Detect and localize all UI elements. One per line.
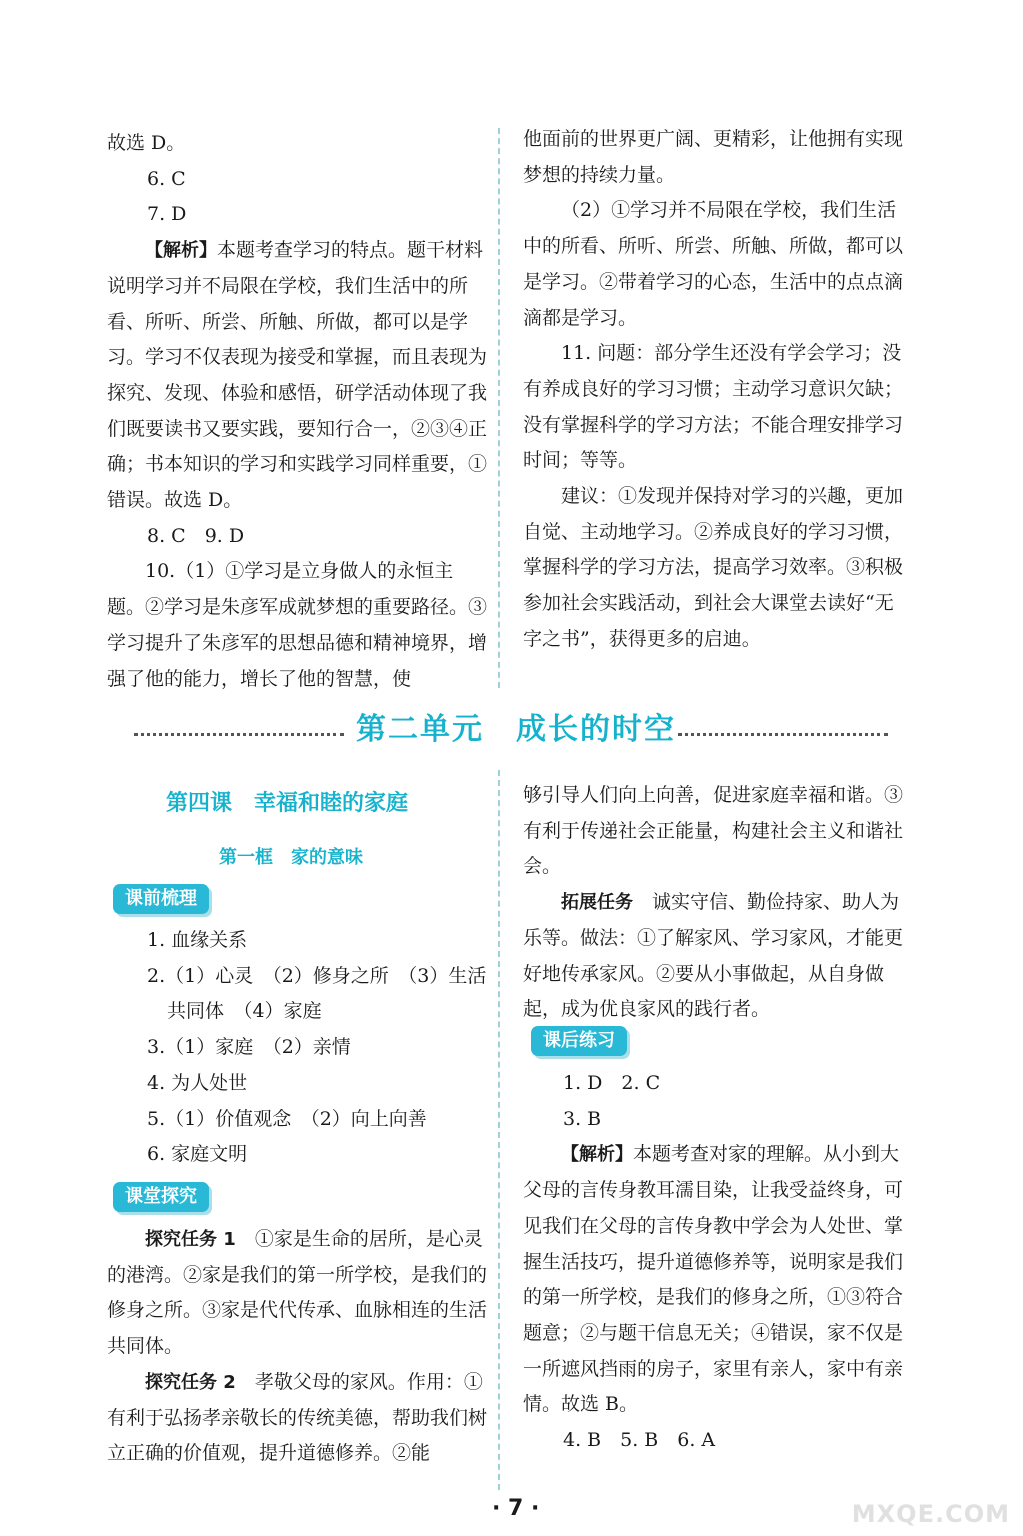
bottom-right-column xyxy=(523,778,907,1028)
column-divider xyxy=(498,770,500,1490)
section-badge-after-class: 课后练习 xyxy=(531,1026,627,1056)
pre-class-list xyxy=(107,923,493,1173)
analysis-label: 【解析】 xyxy=(145,240,217,262)
analysis-paragraph xyxy=(523,1137,907,1423)
task-text: 孝敬父母的家风。作用：①有利于弘扬孝亲敬长的传统美德，帮助我们树立正确的价值观，提升道德修养。②能 xyxy=(107,1370,488,1465)
answer-line: 6. C xyxy=(147,167,186,190)
task-label: 探究任务 2 xyxy=(145,1371,236,1393)
list-item: 3.（1）家庭 （2）亲情 xyxy=(147,1036,351,1059)
answer-line: 3. B xyxy=(563,1107,602,1130)
dotted-rule-left xyxy=(134,733,344,736)
list-item: 4. 为人处世 xyxy=(147,1071,248,1094)
after-class-answers xyxy=(523,1066,907,1459)
paragraph: 11. 问题：部分学生还没有学会学习；没有养成良好的学习习惯；主动学习意识欠缺；没有掌握科学的学习方法；不能合理安排学习时间；等等。 xyxy=(523,342,904,472)
analysis-text: 本题考查对家的理解。从小到大父母的言传身教耳濡目染，让我受益终身，可见我们在父母的言传身教中学会为人处世、掌握生活技巧，提升道德修养等，说明家是我们的第一所学校，是我们的修身之所，①③符合题意；②与题干信息无关；④错误，家不仅是一所遮风挡雨的房子，家里有亲人，家中有亲情。故选 B。 xyxy=(523,1143,904,1416)
explore-section xyxy=(107,1222,493,1472)
analysis-label: 【解析】 xyxy=(561,1144,633,1166)
task-text: 诚实守信、勤俭持家、助人为乐等。做法：①了解家风、学习家风，才能更好地传承家风。②要从小事做起，从自身做起，成为优良家风的践行者。 xyxy=(523,891,904,1021)
answer-line: 8. C 9. D xyxy=(147,524,245,547)
paragraph: 故选 D。 xyxy=(107,132,186,154)
list-item: 5.（1）价值观念 （2）向上向善 xyxy=(147,1107,427,1130)
extension-task xyxy=(523,885,907,1028)
task-label: 探究任务 1 xyxy=(145,1229,236,1250)
analysis-text: 本题考查学习的特点。题干材料说明学习并不局限在学校，我们生活中的所看、所听、所尝、所触、所做，都可以是学习。学习不仅表现为接受和掌握，而且表现为探究、发现、体验和感悟，研学活动体现了我们既要读书又要实践，要知行合一，②③④正确；书本知识的学习和实践学习同样重要，①错误。故选 D。 xyxy=(107,239,488,512)
unit-title: 第二单元 成长的时空 xyxy=(356,712,676,747)
list-item: 1. 血缘关系 xyxy=(147,929,248,951)
unit-header xyxy=(0,700,1023,756)
task-text: ①家是生命的居所，是心灵的港湾。②家是我们的第一所学校，是我们的修身之所。③家是代代传承、血脉相连的生活共同体。 xyxy=(107,1228,488,1358)
list-item: 6. 家庭文明 xyxy=(147,1143,248,1166)
answer-line: 1. D 2. C xyxy=(563,1072,661,1094)
section-badge-in-class: 课堂探究 xyxy=(113,1182,209,1212)
paragraph: （2）①学习并不局限在学校，我们生活中的所看、所听、所尝、所触、所做，都可以是学习。②带着学习的心态，生活中的点点滴滴都是学习。 xyxy=(523,199,904,329)
watermark-logo xyxy=(840,1458,1010,1528)
dotted-rule-right xyxy=(678,733,888,736)
column-divider xyxy=(498,128,500,688)
explore-task-2 xyxy=(107,1365,493,1472)
page-number: · 7 · xyxy=(492,1496,540,1521)
explore-task-1 xyxy=(107,1222,493,1365)
paragraph: 够引导人们向上向善，促进家庭幸福和谐。③有利于传递社会正能量，构建社会主义和谐社会。 xyxy=(523,784,904,878)
top-left-column xyxy=(107,126,489,697)
section-badge-pre-class: 课前梳理 xyxy=(113,884,209,914)
task-label: 拓展任务 xyxy=(561,892,633,914)
paragraph: 10.（1）①学习是立身做人的永恒主题。②学习是朱彦军成就梦想的重要路径。③学习提升了朱彦军的思想品德和精神境界，增强了他的能力，增长了他的智慧，使 xyxy=(107,560,488,690)
answer-line: 7. D xyxy=(147,203,187,226)
paragraph: 建议：①发现并保持对学习的兴趣，更加自觉、主动地学习。②养成良好的学习习惯，掌握科学的学习方法，提高学习效率。③积极参加社会实践活动，到社会大课堂去读好“无字之书”，获得更多的启迪。 xyxy=(523,485,904,650)
answer-line: 4. B 5. B 6. A xyxy=(563,1429,716,1452)
frame-title: 第一框 家的意味 xyxy=(219,847,363,868)
analysis-paragraph xyxy=(107,233,489,519)
top-right-column xyxy=(523,122,907,658)
list-item: 2.（1）心灵 （2）修身之所 （3）生活共同体 （4）家庭 xyxy=(147,964,487,1023)
paragraph: 他面前的世界更广阔、更精彩，让他拥有实现梦想的持续力量。 xyxy=(523,128,904,186)
lesson-title: 第四课 幸福和睦的家庭 xyxy=(166,791,409,816)
watermark-text: MXQE.COM xyxy=(851,1500,1010,1528)
